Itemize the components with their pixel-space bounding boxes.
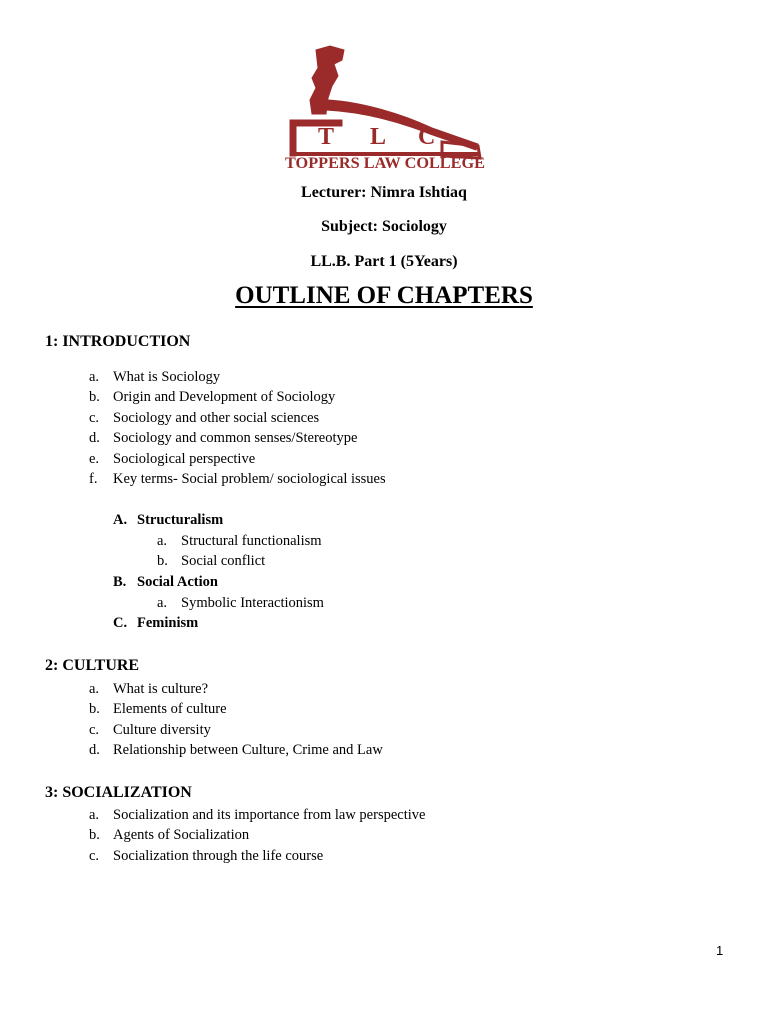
- page-number: 1: [716, 943, 724, 958]
- logo-letter: L: [370, 124, 387, 150]
- chapter-heading: 3: SOCIALIZATION: [45, 784, 192, 801]
- subject-line: Subject: Sociology: [321, 218, 447, 235]
- program-line: LL.B. Part 1 (5Years): [310, 253, 458, 270]
- logo-letter: C: [418, 124, 436, 150]
- lecturer-line: Lecturer: Nimra Ishtiaq: [301, 184, 467, 201]
- college-logo: [282, 42, 488, 172]
- chapter-heading: 1: INTRODUCTION: [45, 333, 191, 350]
- logo-college-name: TOPPERS LAW COLLEGE: [285, 155, 485, 172]
- logo-letter: T: [318, 124, 335, 150]
- page-title: OUTLINE OF CHAPTERS: [235, 282, 533, 309]
- gavel-icon: [282, 42, 488, 172]
- chapter-heading: 2: CULTURE: [45, 657, 140, 674]
